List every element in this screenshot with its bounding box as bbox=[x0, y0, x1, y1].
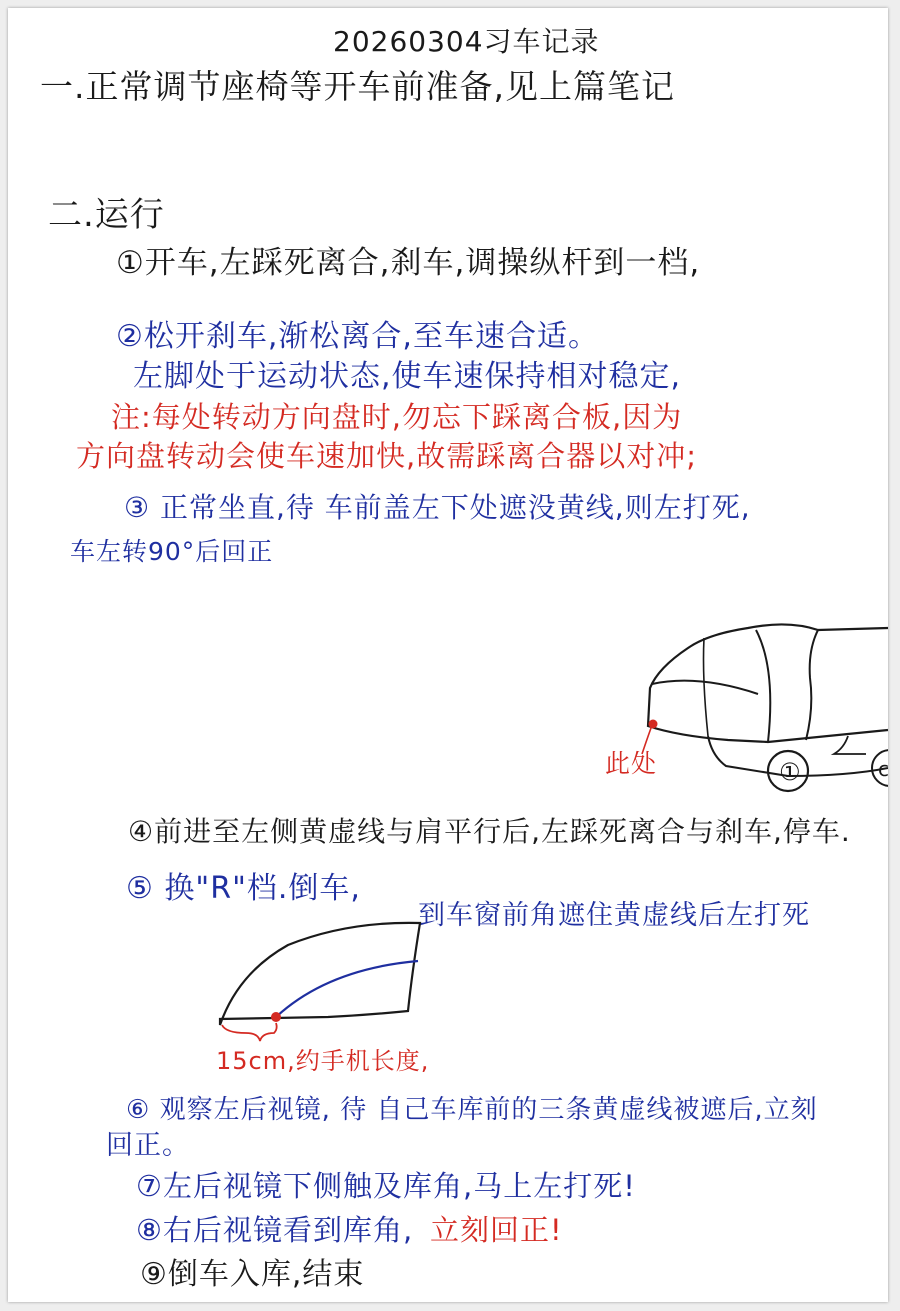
car-circle-edge-label: c bbox=[878, 757, 889, 781]
car-circle-label: ① bbox=[779, 758, 801, 786]
step-6-line-2: 回正。 bbox=[106, 1130, 190, 1161]
step-2-line-2: 左脚处于运动状态,使车速保持相对稳定, bbox=[133, 359, 682, 394]
step-2-line-1: ②松开刹车,渐松离合,至车速合适。 bbox=[116, 319, 599, 354]
step-2-note-line-2: 方向盘转动会使车速加快,故需踩离合器以对冲; bbox=[76, 439, 697, 473]
mirror-note: 15cm,约手机长度, bbox=[216, 1047, 430, 1075]
step-2-note-line-1: 注:每处转动方向盘时,勿忘下踩离合板,因为 bbox=[111, 400, 683, 434]
step-7: ⑦左后视镜下侧触及库角,马上左打死! bbox=[136, 1169, 636, 1203]
section-2-heading: 二.运行 bbox=[48, 195, 165, 235]
step-5-line-2: 到车窗前角遮住黄虚线后左打死 bbox=[418, 900, 810, 931]
section-1-heading: 一.正常调节座椅等开车前准备,见上篇笔记 bbox=[40, 67, 675, 106]
mirror-sketch bbox=[208, 913, 428, 1043]
note-page bbox=[8, 8, 888, 1302]
step-8-part-2: 立刻回正! bbox=[430, 1213, 563, 1247]
page-title: 20260304习车记录 bbox=[333, 25, 600, 58]
step-3-line-2: 车左转90°后回正 bbox=[70, 537, 274, 566]
step-3-line-1: ③ 正常坐直,待 车前盖左下处遮没黄线,则左打死, bbox=[124, 491, 751, 524]
step-8-part-1: ⑧右后视镜看到库角, bbox=[136, 1213, 414, 1247]
step-4: ④前进至左侧黄虚线与肩平行后,左踩死离合与刹车,停车. bbox=[128, 815, 851, 848]
car-front-sketch bbox=[638, 608, 888, 798]
step-9: ⑨倒车入库,结束 bbox=[140, 1257, 365, 1292]
step-6-line-1: ⑥ 观察左后视镜, 待 自己车库前的三条黄虚线被遮后,立刻 bbox=[126, 1095, 818, 1125]
step-1: ①开车,左踩死离合,刹车,调操纵杆到一档, bbox=[116, 245, 701, 281]
car-mark-label: 此处 bbox=[605, 749, 658, 778]
step-5-line-1: ⑤ 换"R"档.倒车, bbox=[126, 871, 361, 906]
